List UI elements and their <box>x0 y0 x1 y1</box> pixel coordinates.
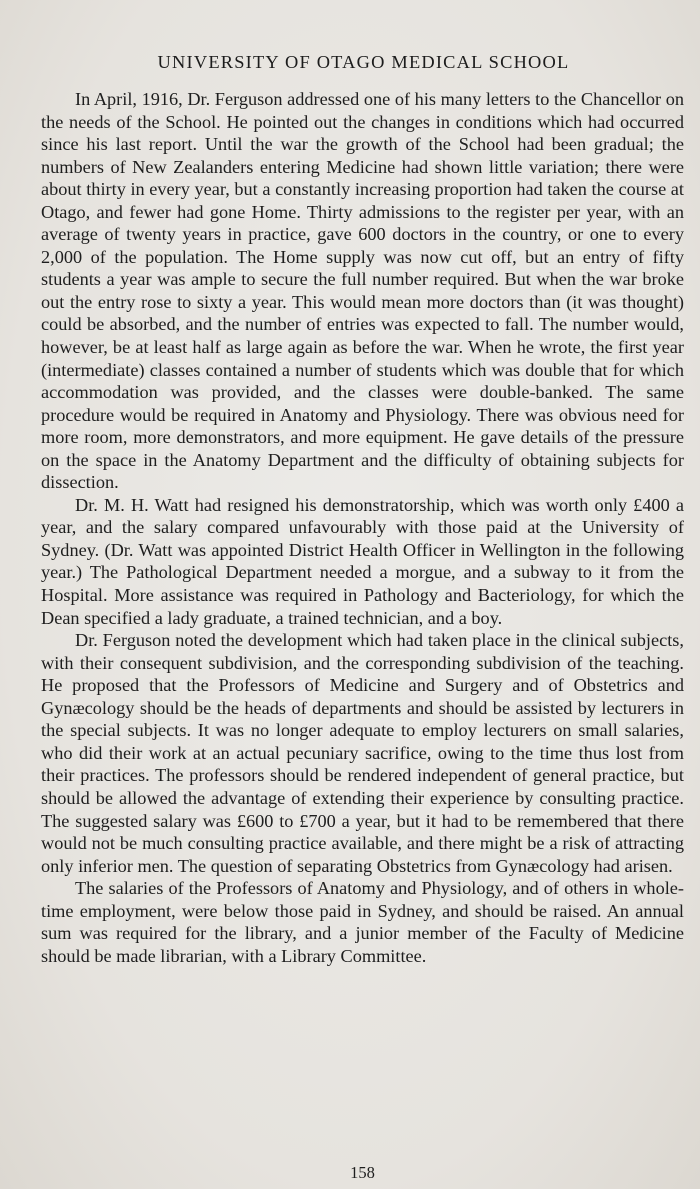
page-number: 158 <box>350 1163 375 1182</box>
paragraph-1: In April, 1916, Dr. Ferguson addressed one of his many letters to the Chancellor on the needs of the School. He pointed out the changes in conditions which had occurred since his last report. Until the war the growth of the School had been gradual; the numbers of New Zealanders entering Medicine had shown little variation; there were about thirty in every year, but a constantly increasing proportion had taken the course at Otago, and fewer had gone Home. Thirty admissions to the register per year, with an average of twenty years in practice, gave 600 doctors in the country, or one to every 2,000 of the population. The Home supply was now cut off, but an entry of fifty students a year was ample to secure the full number required. But when the war broke out the entry rose to sixty a year. This would mean more doctors than (it was thought) could be absorbed, and the number of entries was expected to fall. The number would, however, be at least half as large again as before the war. When he wrote, the first year (intermediate) classes contained a number of students which was double that for which accommodation was provided, and the classes were double-banked. The same procedure would be required in Anatomy and Physiology. There was obvious need for more room, more demonstrators, and more equipment. He gave details of the pressure on the space in the Anatomy Department and the difficulty of obtaining subjects for dissection. <box>41 89 684 493</box>
paragraph-2: Dr. M. H. Watt had resigned his demonstratorship, which was worth only £400 a year, and the salary compared unfavourably with those paid at the University of Sydney. (Dr. Watt was appointed District Health Officer in Wellington in the following year.) The Pathological Department needed a morgue, and a subway to it from the Hospital. More assistance was required in Pathology and Bacteriology, for which the Dean specified a lady graduate, a trained technician, and a boy. <box>41 494 684 628</box>
paragraph-4: The salaries of the Professors of Anatomy and Physiology, and of others in whole-time employment, were below those paid in Sydney, and should be raised. An annual sum was required for the library, and a junior member of the Faculty of Medicine should be made librarian, with a Library Committee. <box>41 878 684 966</box>
body-text <box>41 88 684 967</box>
paragraph-3: Dr. Ferguson noted the development which had taken place in the clinical subjects, with their consequent subdivision, and the corresponding subdivision of the teaching. He proposed that the Professors of Medicine and Surgery and of Obstetrics and Gynæcology should be the heads of departments and should be assisted by lecturers in the special subjects. It was no longer adequate to employ lecturers on small salaries, who did their work at an actual pecuniary sacrifice, owing to the time thus lost from their practices. The professors should be rendered independent of general practice, but should be allowed the advantage of extending their experience by consulting practice. The suggested salary was £600 to £700 a year, but it had to be remembered that there would not be much consulting practice available, and there might be a risk of attracting only inferior men. The question of separating Obstetrics from Gynæcology had arisen. <box>41 630 684 876</box>
running-header: UNIVERSITY OF OTAGO MEDICAL SCHOOL <box>157 52 570 72</box>
